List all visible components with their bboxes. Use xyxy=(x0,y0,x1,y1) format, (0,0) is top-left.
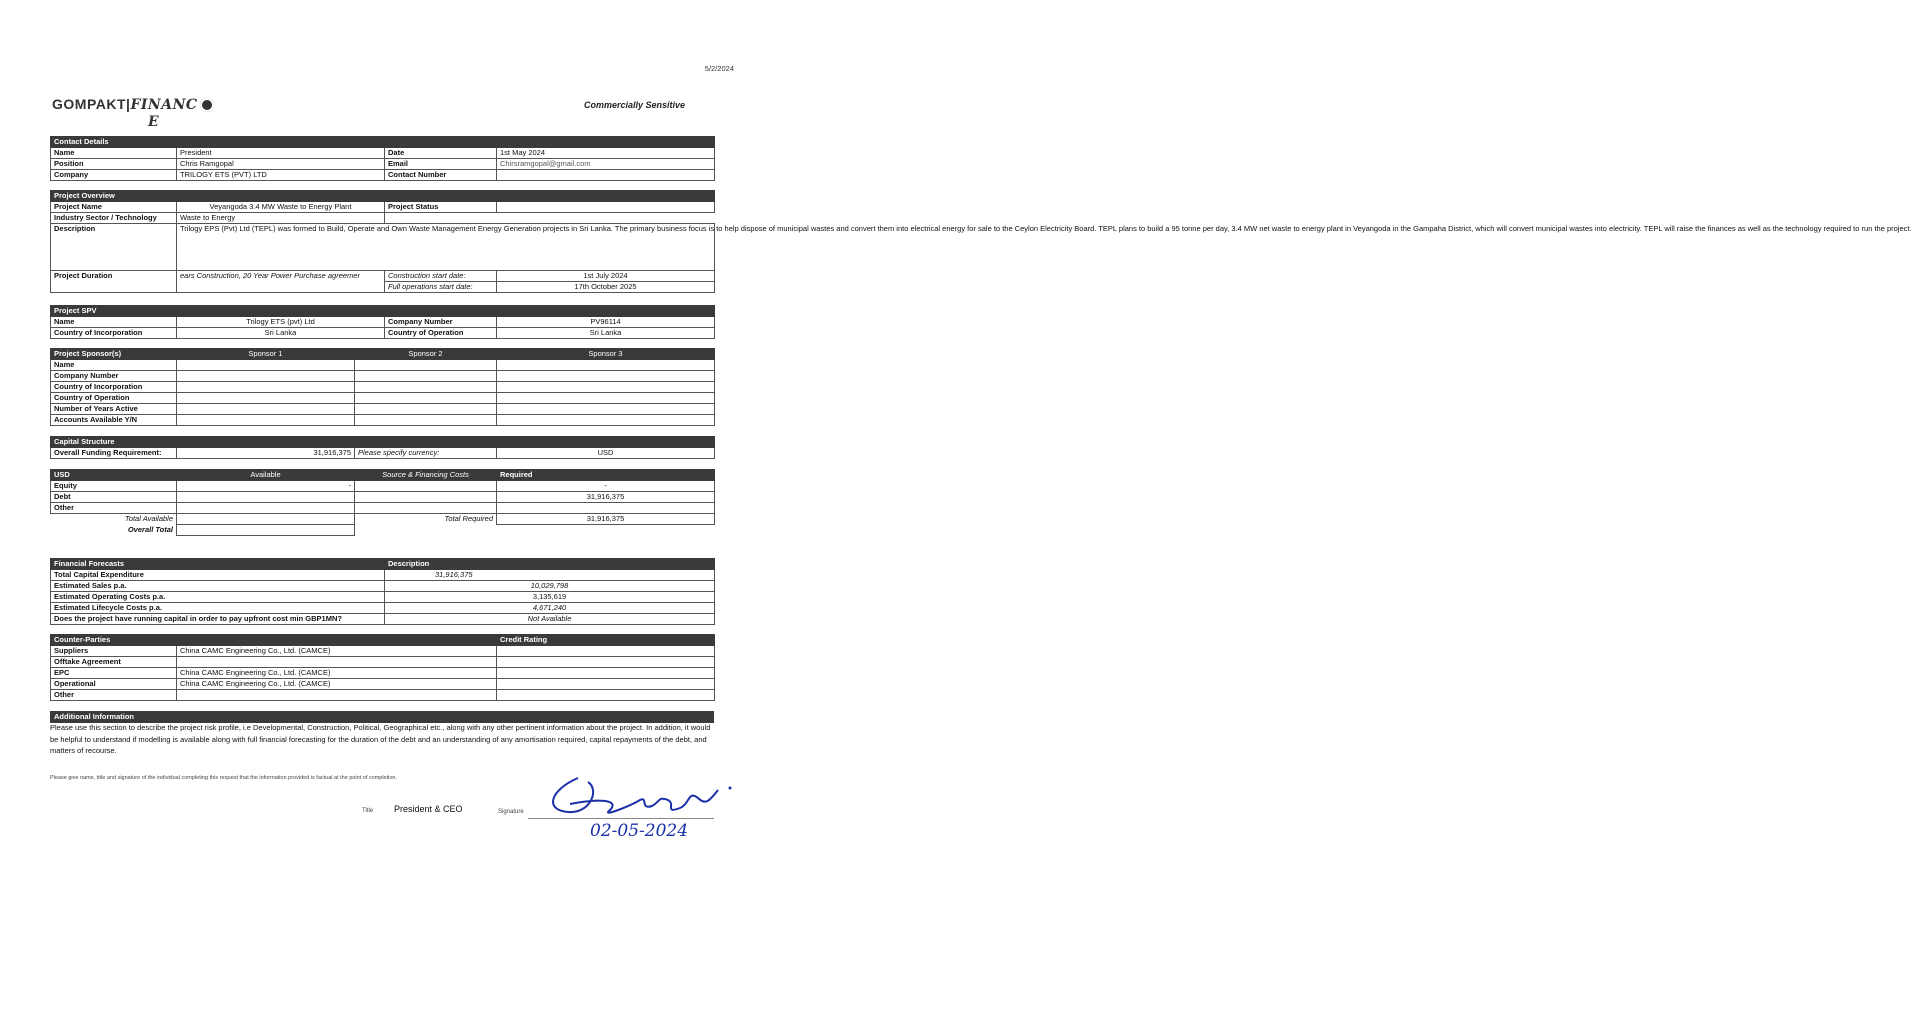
page-date: 5/2/2024 xyxy=(704,64,734,73)
additional-info-text: Please use this section to describe the project risk profile, i.e Developmental, Construction, Political, Geographical etc., along with any other pertinent information about the project. In addition, it would be helpful to understand if modelling is available along with full financial forecasting for the duration of the debt and an understanding of any amortisation required, capital repayments of the debt, and matters of recourse. xyxy=(50,723,711,755)
total-required-value: 31,916,375 xyxy=(497,514,715,525)
construction-start-value: 1st July 2024 xyxy=(497,271,715,282)
contact-number-value xyxy=(497,170,715,181)
company-value: TRILOGY ETS (PVT) LTD xyxy=(177,170,385,181)
signature-date: 02-05-2024 xyxy=(590,821,689,841)
company-number-value: PV96114 xyxy=(497,317,715,328)
country-inc-value: Sri Lanka xyxy=(177,328,385,339)
name-value: President xyxy=(177,148,385,159)
title-value: President & CEO xyxy=(394,804,463,814)
section-header: Project Sponsor(s) xyxy=(51,349,177,360)
position-value: Chris Ramgopal xyxy=(177,159,385,170)
section-header: Project Overview xyxy=(51,191,715,202)
handwritten-signature xyxy=(540,770,740,840)
section-header: Financial Forecasts xyxy=(51,559,385,570)
duration-value: ears Construction, 20 Year Power Purchase agreemer xyxy=(177,271,385,293)
description-value: Trilogy EPS (Pvt) Ltd (TEPL) was formed to Build, Operate and Own Waste Management Energy Generation projects in Sri Lanka. The primary business focus is to help dispose of municipal wastes and convert them into electrical energy for sale to the Ceylon Electricity Board. TEPL plans to build a 95 tonne per day, 3.4 MW net waste to energy plant in Veyangoda in the Gampaha District, which will convert municipal wastes into electricity. TEPL will raise the finances as well as the technology required to run the project. xyxy=(177,224,715,271)
country-op-value: Sri Lanka xyxy=(497,328,715,339)
section-header: Capital Structure xyxy=(51,437,715,448)
sector-value: Waste to Energy xyxy=(177,213,385,224)
project-sponsors-table: Project Sponsor(s) Sponsor 1 Sponsor 2 Sponsor 3 Name Company Number Country of Incorporation Country of Operation Number of Years Active Accounts Available Y/N xyxy=(50,348,715,426)
usd-sources-table: USD Available Source & Financing Costs Required Equity - - Debt 31,916,375 Other Total Available Total Required 31,916,375 Overall Total xyxy=(50,469,715,536)
email-value: Chirsramgopal@gmail.com xyxy=(497,159,715,170)
signature-label: Signature xyxy=(498,809,524,815)
project-status-value xyxy=(497,202,715,213)
confidentiality-label: Commercially Sensitive xyxy=(584,100,686,110)
capital-structure-table: Capital Structure Overall Funding Requirement: 31,916,375 Please specify currency: USD xyxy=(50,436,715,459)
funding-value: 31,916,375 xyxy=(177,448,355,459)
section-header: Project SPV xyxy=(51,306,715,317)
project-overview-table: Project Overview Project Name Veyangoda 3.4 MW Waste to Energy Plant Project Status Industry Sector / Technology Waste to Energy Description Trilogy EPS (Pvt) Ltd (TEPL) was formed to Build, Operate and Own Waste Management Energy Generation projects in Sri Lanka. The primary business focus is to help dispose of municipal wastes and convert them into electrical energy for sale to the Ceylon Electricity Board. TEPL plans to build a 95 tonne per day, 3.4 MW net waste to energy plant in Veyangoda in the Gampaha District, which will convert municipal wastes into electricity. TEPL will raise the finances as well as the technology required to run the project. Project Duration ears Construction, 20 Year Power Purchase agreemer Construction start date: 1st July 2024 Full operations start date: 17th October 2025 xyxy=(50,190,715,293)
currency-value: USD xyxy=(497,448,715,459)
section-header: Contact Details xyxy=(51,137,715,148)
financial-forecasts-table: Financial Forecasts Description Total Capital Expenditure 31,916,375 Estimated Sales p.a. 10,029,798 Estimated Operating Costs p.a. 3,135,619 Estimated Lifecycle Costs p.a. 4,671,240 Does the project have running capital in order to pay upfront cost min GBP1MN? Not Available xyxy=(50,558,715,625)
counterparties-table: Counter-Parties Credit Rating Suppliers China CAMC Engineering Co., Ltd. (CAMCE) Offtake Agreement EPC China CAMC Engineering Co., Ltd. (CAMCE) Operational China CAMC Engineering Co., Ltd. (CAMCE) Other xyxy=(50,634,715,701)
contact-details-table: Contact Details Name President Date 1st May 2024 Position Chris Ramgopal Email Chirsramgopal@gmail.com Company TRILOGY ETS (PVT) LTD Contact Number xyxy=(50,136,715,181)
spv-name-value: Trilogy ETS (pvt) Ltd xyxy=(177,317,385,328)
operations-start-value: 17th October 2025 xyxy=(497,282,715,293)
signoff-notice: Please give name, title and signature of the individual completing this request that the information provided is factual at the point of completion. xyxy=(50,775,398,781)
date-value: 1st May 2024 xyxy=(497,148,715,159)
section-header: Counter-Parties xyxy=(51,635,497,646)
title-label: Title xyxy=(362,808,374,814)
company-logo: GOMPAKT|FINANC E xyxy=(52,96,214,113)
project-spv-table: Project SPV Name Trilogy ETS (pvt) Ltd Company Number PV96114 Country of Incorporation Sri Lanka Country of Operation Sri Lanka xyxy=(50,305,715,339)
project-name-value: Veyangoda 3.4 MW Waste to Energy Plant xyxy=(177,202,385,213)
gear-icon xyxy=(200,98,214,112)
section-header: Additional Information xyxy=(51,712,714,723)
